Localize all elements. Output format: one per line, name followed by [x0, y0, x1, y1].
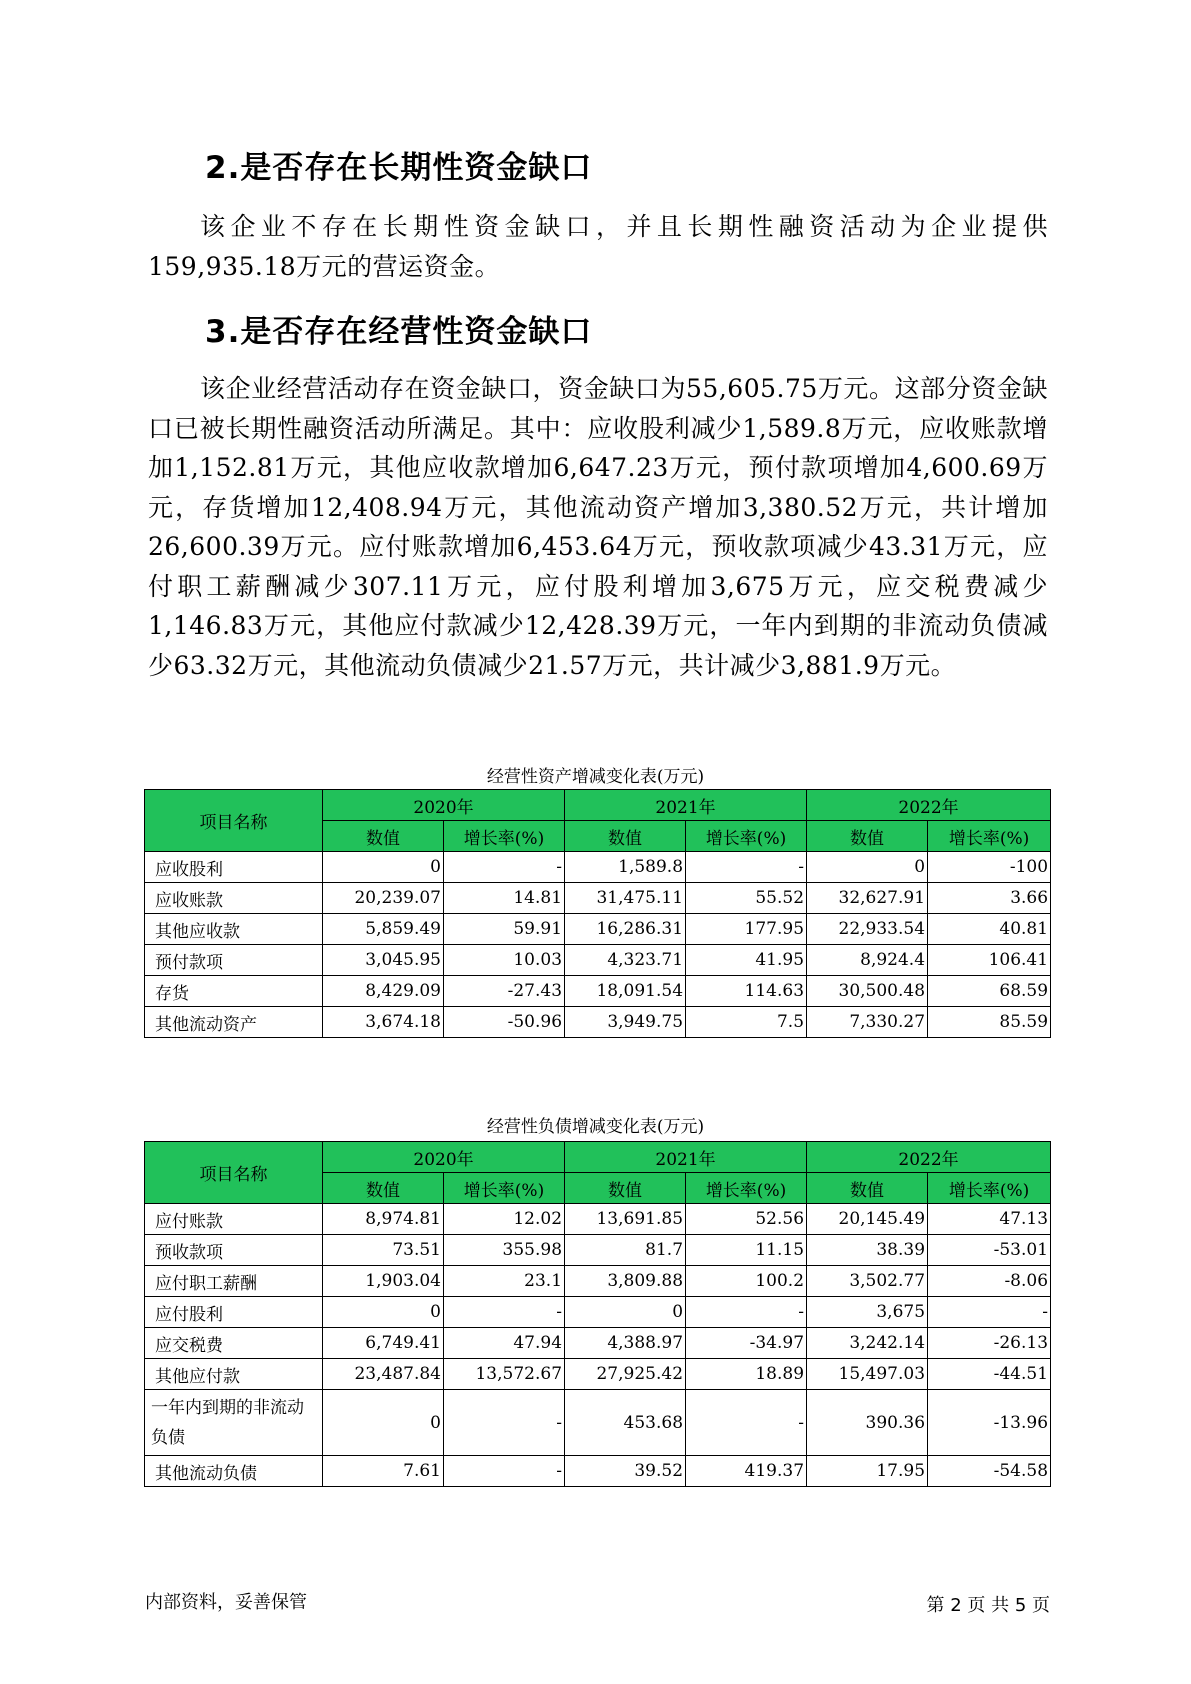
cell-value: 453.68 [565, 1390, 686, 1456]
cell-growth-rate: - [928, 1297, 1051, 1328]
header-year: 2020年 [323, 790, 565, 821]
row-item-name: 应付账款 [145, 1204, 323, 1235]
cell-value: 73.51 [323, 1235, 444, 1266]
cell-growth-rate: 419.37 [686, 1456, 807, 1487]
cell-growth-rate: 114.63 [686, 976, 807, 1007]
cell-growth-rate: 14.81 [444, 883, 565, 914]
cell-value: 32,627.91 [807, 883, 928, 914]
cell-value: 4,323.71 [565, 945, 686, 976]
cell-growth-rate: 177.95 [686, 914, 807, 945]
cell-growth-rate: 11.15 [686, 1235, 807, 1266]
cell-value: 23,487.84 [323, 1359, 444, 1390]
header-year: 2021年 [565, 790, 807, 821]
row-item-name: 应收股利 [145, 852, 323, 883]
cell-value: 5,859.49 [323, 914, 444, 945]
cell-growth-rate: -50.96 [444, 1007, 565, 1038]
cell-value: 4,388.97 [565, 1328, 686, 1359]
header-value: 数值 [565, 1173, 686, 1204]
cell-growth-rate: 40.81 [928, 914, 1051, 945]
footer-confidential-note: 内部资料，妥善保管 [145, 1592, 307, 1613]
cell-value: 3,949.75 [565, 1007, 686, 1038]
cell-value: 15,497.03 [807, 1359, 928, 1390]
row-item-name: 预付款项 [145, 945, 323, 976]
cell-value: 18,091.54 [565, 976, 686, 1007]
cell-growth-rate: 55.52 [686, 883, 807, 914]
table-caption-assets: 经营性资产增减变化表(万元) [486, 767, 705, 787]
table-row [145, 1007, 1051, 1038]
cell-value: 0 [565, 1297, 686, 1328]
header-value: 数值 [323, 821, 444, 852]
cell-growth-rate: 13,572.67 [444, 1359, 565, 1390]
cell-value: 27,925.42 [565, 1359, 686, 1390]
cell-growth-rate: -53.01 [928, 1235, 1051, 1266]
header-item-name: 项目名称 [145, 790, 323, 852]
header-value: 数值 [565, 821, 686, 852]
cell-value: 20,145.49 [807, 1204, 928, 1235]
table-row [145, 1204, 1051, 1235]
cell-value: 0 [323, 1297, 444, 1328]
cell-growth-rate: 355.98 [444, 1235, 565, 1266]
cell-value: 7,330.27 [807, 1007, 928, 1038]
cell-value: 3,675 [807, 1297, 928, 1328]
cell-value: 3,502.77 [807, 1266, 928, 1297]
header-year: 2022年 [807, 790, 1051, 821]
table-row [145, 852, 1051, 883]
header-value: 数值 [323, 1173, 444, 1204]
cell-value: 13,691.85 [565, 1204, 686, 1235]
table-row [145, 1235, 1051, 1266]
row-item-name: 其他流动资产 [145, 1007, 323, 1038]
header-year: 2020年 [323, 1142, 565, 1173]
cell-value: 0 [323, 852, 444, 883]
header-year: 2022年 [807, 1142, 1051, 1173]
cell-growth-rate: 18.89 [686, 1359, 807, 1390]
cell-value: 8,974.81 [323, 1204, 444, 1235]
cell-growth-rate: - [686, 1390, 807, 1456]
table-header-row [145, 790, 1051, 821]
cell-value: 8,429.09 [323, 976, 444, 1007]
table-row [145, 883, 1051, 914]
cell-growth-rate: -44.51 [928, 1359, 1051, 1390]
cell-growth-rate: 47.94 [444, 1328, 565, 1359]
cell-growth-rate: 23.1 [444, 1266, 565, 1297]
cell-growth-rate: -27.43 [444, 976, 565, 1007]
cell-value: 390.36 [807, 1390, 928, 1456]
section-paragraph-long-term-gap: 该企业不存在长期性资金缺口，并且长期性融资活动为企业提供159,935.18万元的营运资金。 [148, 212, 1048, 281]
cell-growth-rate: 10.03 [444, 945, 565, 976]
cell-growth-rate: -13.96 [928, 1390, 1051, 1456]
cell-value: 3,242.14 [807, 1328, 928, 1359]
section-heading-long-term-gap: 2.是否存在长期性资金缺口 [205, 150, 593, 186]
table-row [145, 1266, 1051, 1297]
cell-growth-rate: 7.5 [686, 1007, 807, 1038]
row-item-name: 应收账款 [145, 883, 323, 914]
cell-growth-rate: -54.58 [928, 1456, 1051, 1487]
liabilities-table [144, 1141, 1051, 1487]
cell-value: 8,924.4 [807, 945, 928, 976]
liabilities-table-body [145, 1204, 1051, 1487]
table-row [145, 914, 1051, 945]
header-rate: 增长率(%) [444, 821, 565, 852]
cell-growth-rate: 47.13 [928, 1204, 1051, 1235]
cell-value: 39.52 [565, 1456, 686, 1487]
header-rate: 增长率(%) [686, 821, 807, 852]
cell-growth-rate: 68.59 [928, 976, 1051, 1007]
assets-table-body [145, 852, 1051, 1038]
header-year: 2021年 [565, 1142, 807, 1173]
section-heading-operating-gap: 3.是否存在经营性资金缺口 [205, 314, 593, 350]
cell-value: 20,239.07 [323, 883, 444, 914]
cell-growth-rate: - [686, 852, 807, 883]
cell-value: 81.7 [565, 1235, 686, 1266]
cell-growth-rate: 106.41 [928, 945, 1051, 976]
cell-value: 3,809.88 [565, 1266, 686, 1297]
row-item-name: 应付职工薪酬 [145, 1266, 323, 1297]
cell-value: 3,045.95 [323, 945, 444, 976]
cell-value: 16,286.31 [565, 914, 686, 945]
table-row [145, 1456, 1051, 1487]
cell-growth-rate: - [444, 852, 565, 883]
row-item-name: 预收款项 [145, 1235, 323, 1266]
table-row [145, 1328, 1051, 1359]
cell-growth-rate: -34.97 [686, 1328, 807, 1359]
row-item-name: 其他应付款 [145, 1359, 323, 1390]
table-caption-liabilities: 经营性负债增减变化表(万元) [486, 1117, 705, 1137]
cell-value: 7.61 [323, 1456, 444, 1487]
cell-growth-rate: - [444, 1390, 565, 1456]
header-value: 数值 [807, 1173, 928, 1204]
cell-value: 1,903.04 [323, 1266, 444, 1297]
header-item-name: 项目名称 [145, 1142, 323, 1204]
cell-value: 31,475.11 [565, 883, 686, 914]
table-row [145, 1297, 1051, 1328]
row-item-name: 应付股利 [145, 1297, 323, 1328]
row-item-name: 存货 [145, 976, 323, 1007]
section-paragraph-operating-gap: 该企业经营活动存在资金缺口，资金缺口为55,605.75万元。这部分资金缺口已被长期性融资活动所满足。其中：应收股利减少1,589.8万元，应收账款增加1,152.81万元，其他应收款增加6,647.23万元，预付款项增加4,600.69万元，存货增加12,408.94万元，其他流动资产增加3,380.52万元，共计增加26,600.39万元。应付账款增加6,453.64万元，预收款项减少43.31万元，应付职工薪酬减少307.11万元，应付股利增加3,675万元，应交税费减少1,146.83万元，其他应付款减少12,428.39万元，一年内到期的非流动负债减少63.32万元，其他流动负债减少21.57万元，共计减少3,881.9万元。 [148, 374, 1048, 680]
cell-growth-rate: 41.95 [686, 945, 807, 976]
cell-value: 38.39 [807, 1235, 928, 1266]
cell-growth-rate: 59.91 [444, 914, 565, 945]
cell-value: 30,500.48 [807, 976, 928, 1007]
cell-value: 1,589.8 [565, 852, 686, 883]
header-rate: 增长率(%) [928, 1173, 1051, 1204]
cell-value: 0 [807, 852, 928, 883]
header-rate: 增长率(%) [444, 1173, 565, 1204]
cell-value: 22,933.54 [807, 914, 928, 945]
header-value: 数值 [807, 821, 928, 852]
table-row [145, 945, 1051, 976]
cell-growth-rate: 3.66 [928, 883, 1051, 914]
row-item-name: 其他应收款 [145, 914, 323, 945]
cell-growth-rate: - [444, 1456, 565, 1487]
cell-growth-rate: -100 [928, 852, 1051, 883]
cell-growth-rate: 100.2 [686, 1266, 807, 1297]
assets-table [144, 789, 1051, 1038]
row-item-name: 一年内到期的非流动负债 [145, 1390, 323, 1456]
cell-value: 3,674.18 [323, 1007, 444, 1038]
cell-value: 17.95 [807, 1456, 928, 1487]
row-item-name: 应交税费 [145, 1328, 323, 1359]
header-rate: 增长率(%) [686, 1173, 807, 1204]
table-row [145, 1359, 1051, 1390]
header-rate: 增长率(%) [928, 821, 1051, 852]
cell-growth-rate: 85.59 [928, 1007, 1051, 1038]
cell-growth-rate: 52.56 [686, 1204, 807, 1235]
cell-growth-rate: -8.06 [928, 1266, 1051, 1297]
table-header-row [145, 1142, 1051, 1173]
row-item-name: 其他流动负债 [145, 1456, 323, 1487]
table-row [145, 1390, 1051, 1456]
table-row [145, 976, 1051, 1007]
cell-growth-rate: - [444, 1297, 565, 1328]
cell-growth-rate: 12.02 [444, 1204, 565, 1235]
cell-growth-rate: -26.13 [928, 1328, 1051, 1359]
cell-value: 0 [323, 1390, 444, 1456]
cell-growth-rate: - [686, 1297, 807, 1328]
cell-value: 6,749.41 [323, 1328, 444, 1359]
footer-page-number: 第 2 页 共 5 页 [926, 1595, 1050, 1616]
